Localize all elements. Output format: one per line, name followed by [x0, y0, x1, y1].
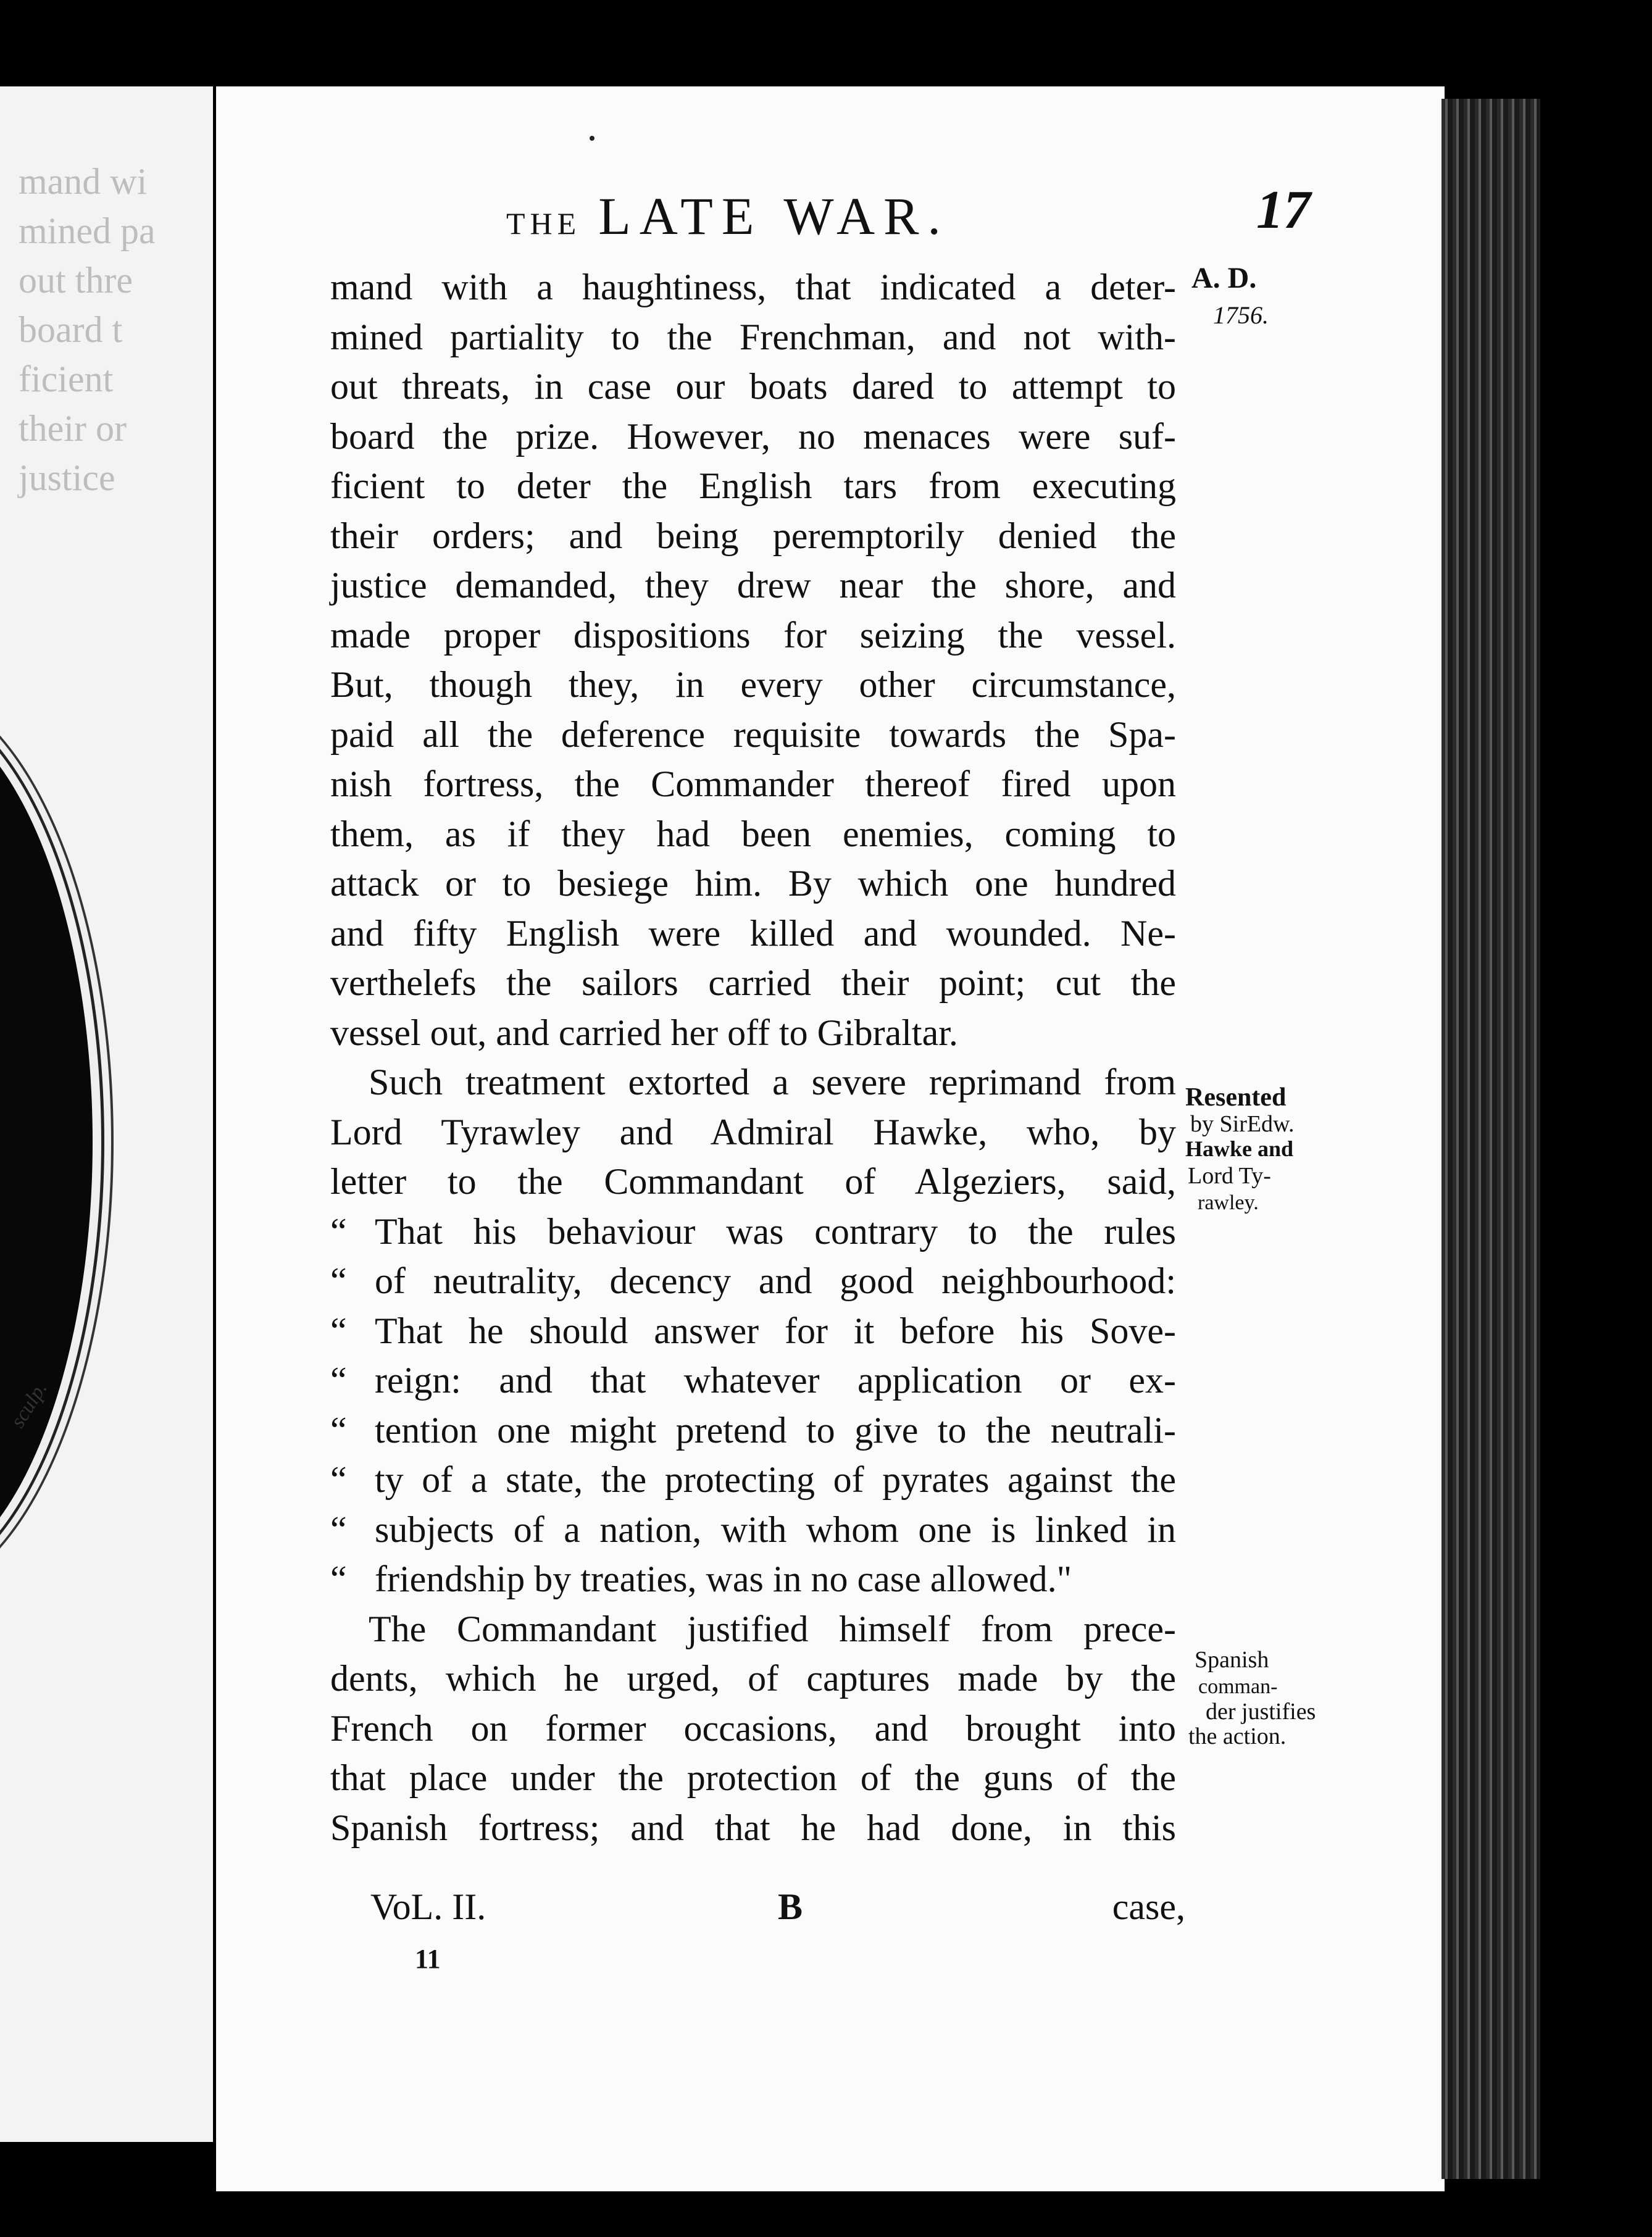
quote-mark: “	[330, 1409, 347, 1451]
text-line: Such treatment extorted a severe reprimand from	[369, 1062, 1176, 1102]
quote-mark: “	[330, 1260, 347, 1301]
margin-note-line: Spanish	[1195, 1647, 1269, 1673]
text-line: board the prize. However, no menaces were suf-	[330, 415, 1176, 457]
engraver-note: sculp.	[6, 1377, 52, 1432]
running-head-prefix: THE	[506, 206, 582, 241]
quoted-line	[330, 1406, 1176, 1456]
volume-label: VoL. II.	[370, 1886, 486, 1927]
text-line: mand with a haughtiness, that indicated a deter-	[330, 267, 1176, 307]
text-line: That his behaviour was contrary to the rules	[375, 1210, 1176, 1252]
text-line: letter to the Commandant of Algeziers, said,	[330, 1161, 1176, 1202]
quoted-line	[330, 1505, 1176, 1555]
catchword: case,	[1112, 1886, 1185, 1927]
quote-mark: “	[330, 1459, 347, 1500]
margin-note-line: rawley.	[1198, 1191, 1259, 1214]
text-line: justice demanded, they drew near the shore, and	[330, 565, 1176, 606]
sheet-number: 11	[415, 1944, 441, 1974]
margin-year: 1756.	[1213, 301, 1269, 329]
quote-mark: “	[330, 1559, 347, 1599]
text-line: dents, which he urged, of captures made by the	[330, 1658, 1176, 1699]
text-line: ficient to deter the English tars from executing	[330, 465, 1176, 506]
text-line: and fifty English were killed and wounded. Ne-	[330, 912, 1176, 954]
text-line: mined partiality to the Frenchman, and not with-	[330, 316, 1176, 357]
running-head	[506, 185, 949, 247]
text-line: tention one might pretend to give to the neutrali-	[375, 1409, 1176, 1451]
margin-note-spanish	[1188, 1645, 1316, 1749]
margin-note-line: Lord Ty-	[1188, 1163, 1271, 1189]
text-line: friendship by treaties, was in no case allowed."	[375, 1559, 1072, 1599]
text-line: vessel out, and carried her off to Gibraltar.	[330, 1012, 958, 1053]
margin-note-line: Resented	[1185, 1083, 1287, 1112]
quoted-line	[330, 1356, 1176, 1406]
margin-year-label: A. D.	[1191, 262, 1257, 294]
text-line: attack or to besiege him. By which one hundred	[330, 863, 1176, 904]
text-line: That he should answer for it before his Sove-	[375, 1310, 1176, 1351]
ghost-text: mand wi	[19, 161, 148, 202]
facing-page	[0, 86, 213, 2142]
quoted-line	[330, 1256, 1176, 1306]
text-line: made proper dispositions for seizing the vessel.	[330, 614, 1176, 656]
margin-note-line: Hawke and	[1185, 1136, 1294, 1161]
quoted-line	[330, 1207, 1176, 1257]
quote-mark: “	[330, 1509, 347, 1550]
text-line: French on former occasions, and brought into	[330, 1707, 1176, 1749]
ghost-text: justice	[19, 457, 115, 498]
quote-mark: “	[330, 1210, 347, 1252]
quoted-line	[330, 1554, 1176, 1604]
page-speck	[590, 136, 594, 141]
text-line: their orders; and being peremptorily denied the	[330, 515, 1176, 556]
text-line: Lord Tyrawley and Admiral Hawke, who, by	[330, 1111, 1176, 1152]
running-head-title: LATE WAR.	[598, 186, 949, 246]
ghost-text: their or	[19, 408, 127, 449]
margin-note-resented	[1185, 1083, 1295, 1215]
text-line: paid all the deference requisite towards the Spa-	[330, 714, 1176, 755]
portrait-oval-frame	[0, 704, 93, 1580]
text-line: The Commandant justified himself from prece-	[369, 1608, 1176, 1649]
ghost-text: board t	[19, 309, 123, 350]
margin-note-line: by SirEdw.	[1190, 1111, 1295, 1137]
ghost-text: mined pa	[19, 210, 156, 251]
body-text	[330, 262, 1176, 1852]
signature-mark: B	[778, 1886, 803, 1927]
text-line: them, as if they had been enemies, coming to	[330, 813, 1176, 854]
margin-note-line: the action.	[1188, 1723, 1287, 1749]
quoted-line	[330, 1455, 1176, 1505]
text-line: of neutrality, decency and good neighbourhood:	[375, 1260, 1176, 1301]
text-line: out threats, in case our boats dared to attempt to	[330, 366, 1176, 407]
ghost-text: ficient	[19, 359, 114, 399]
text-line: Spanish fortress; and that he had done, in this	[330, 1807, 1176, 1848]
quote-mark: “	[330, 1360, 347, 1401]
margin-note-line: comman-	[1198, 1675, 1278, 1698]
quoted-line	[330, 1306, 1176, 1356]
text-line: nish fortress, the Commander thereof fired upon	[330, 764, 1176, 804]
text-line: ty of a state, the protecting of pyrates against the	[375, 1459, 1176, 1500]
page-number: 17	[1256, 180, 1311, 240]
text-line: that place under the protection of the guns of the	[330, 1757, 1176, 1798]
quote-mark: “	[330, 1310, 347, 1351]
text-line: But, though they, in every other circumstance,	[330, 664, 1176, 705]
margin-note-line: der justifies	[1206, 1699, 1316, 1725]
text-line: subjects of a nation, with whom one is linked in	[375, 1509, 1176, 1550]
page-edges	[1441, 99, 1540, 2179]
text-line: verthelefs the sailors carried their point; cut the	[330, 962, 1176, 1003]
ghost-text: out thre	[19, 260, 133, 301]
text-line: reign: and that whatever application or ex-	[375, 1360, 1176, 1401]
